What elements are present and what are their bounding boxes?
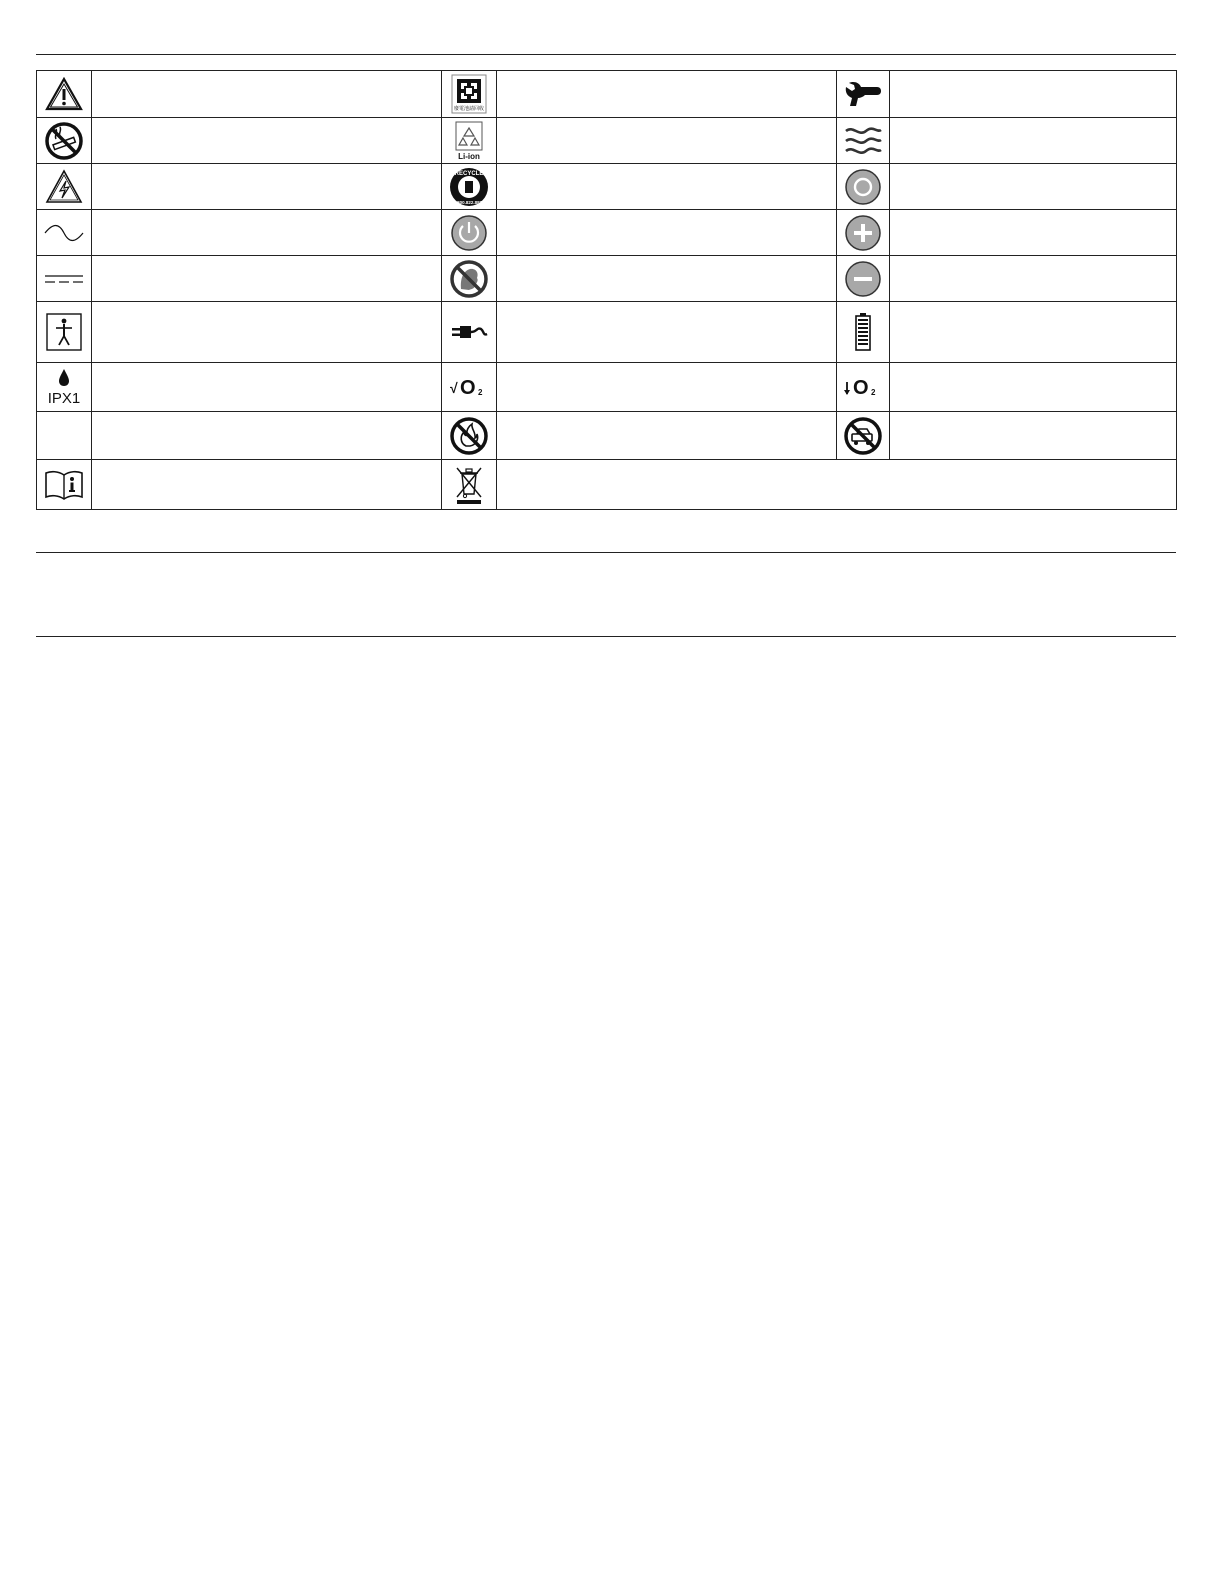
symbol-description [497,460,1177,510]
taiwan-recycle-text: 廢電池請回收 [453,106,485,112]
symbol-description [890,118,1177,164]
symbol-cell [442,302,497,363]
symbol-description [92,210,442,256]
top-rule [36,54,1176,55]
symbol-cell [37,164,92,210]
symbol-description [497,71,837,118]
table-row [37,71,1177,118]
symbol-description [497,412,837,460]
o2-check-icon [447,374,491,400]
electrical-hazard-icon [45,169,83,205]
symbol-description [890,412,1177,460]
symbol-cell [837,118,890,164]
symbol-description [92,412,442,460]
symbol-cell [442,210,497,256]
symbol-description [497,302,837,363]
symbol-description [92,71,442,118]
o2-low-o: O [853,377,869,399]
symbol-cell [37,412,92,460]
symbol-description [92,302,442,363]
symbol-description [92,363,442,412]
humidity-waves-icon [843,124,883,158]
ipx1-text: IPX1 [47,390,81,407]
recycle-seal-text: RECYCLE [454,170,484,177]
direct-current-icon [43,271,85,287]
ac-plug-icon [449,321,489,343]
symbol-description [890,71,1177,118]
symbol-cell [837,210,890,256]
symbol-description [497,256,837,302]
o2-check-sub: 2 [478,388,483,397]
symbol-cell [442,118,497,164]
no-vehicle-icon [843,416,883,456]
symbol-cell [37,302,92,363]
no-oil-grease-icon [449,259,489,299]
power-button-icon [450,214,488,252]
symbol-cell [37,210,92,256]
table-row [37,118,1177,164]
table-row [37,256,1177,302]
table-row [37,412,1177,460]
minus-button-icon [844,260,882,298]
symbol-description [497,118,837,164]
symbol-cell [37,71,92,118]
symbol-description [890,210,1177,256]
warning-triangle-icon [45,77,83,111]
symbol-description [92,460,442,510]
table-row [37,164,1177,210]
weee-crossed-bin-icon [452,464,486,506]
symbol-cell [837,363,890,412]
symbol-cell [442,256,497,302]
symbol-cell [37,363,92,412]
symbol-description [890,363,1177,412]
circle-button-icon [844,168,882,206]
rbrc-phone-text: 1.800.822.8837 [453,199,485,205]
table-row [37,210,1177,256]
symbol-cell [837,256,890,302]
symbol-cell [837,412,890,460]
symbol-description [497,164,837,210]
wrench-icon [843,79,883,109]
no-smoking-icon [44,121,84,161]
symbol-cell [37,460,92,510]
symbol-description [890,302,1177,363]
type-bf-applied-part-icon [45,312,83,352]
consult-instructions-icon [43,469,85,501]
taiwan-battery-recycle-icon [451,74,487,114]
symbol-description [92,256,442,302]
li-ion-recycle-icon [452,120,486,162]
alternating-current-icon [43,223,85,243]
symbol-cell [837,71,890,118]
o2-low-sub: 2 [871,388,876,397]
symbol-description [92,164,442,210]
symbol-description [92,118,442,164]
symbol-cell [37,256,92,302]
symbol-description [497,210,837,256]
symbol-cell [37,118,92,164]
o2-low-icon [841,374,885,400]
symbol-cell [442,164,497,210]
plus-button-icon [844,214,882,252]
ipx1-drip-icon [42,367,86,407]
table-row [37,302,1177,363]
rbrc-recycle-seal-icon [449,167,489,207]
symbol-cell [837,164,890,210]
middle-rule [36,552,1176,553]
battery-level-icon [853,312,873,352]
o2-check-mark: √ [450,380,458,396]
o2-check-o: O [460,377,476,399]
symbol-description [890,164,1177,210]
symbol-cell [837,302,890,363]
symbol-cell [442,363,497,412]
no-open-flame-icon [449,416,489,456]
symbol-description [497,363,837,412]
li-ion-text: Li-ion [458,151,480,161]
table-row [37,363,1177,412]
symbol-cell [442,460,497,510]
bottom-rule [36,636,1176,637]
symbol-cell [442,71,497,118]
symbol-description [890,256,1177,302]
symbols-table [36,70,1177,510]
symbol-cell [442,412,497,460]
table-row [37,460,1177,510]
